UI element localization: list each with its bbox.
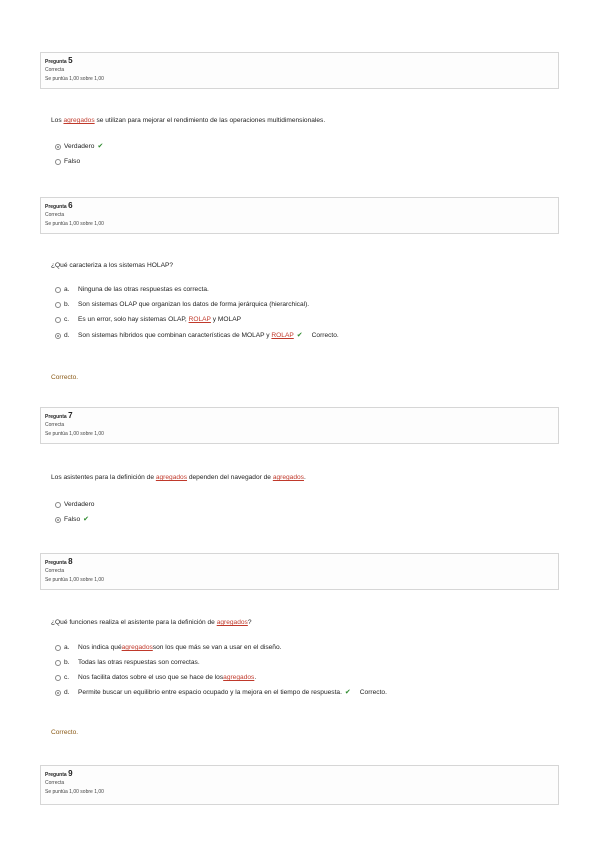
question-grade: Se puntúa 1,00 sobre 1,00 [45, 789, 104, 795]
question-state: Correcta [45, 67, 65, 73]
radio-unselected[interactable] [55, 660, 61, 666]
question-state: Correcta [45, 780, 65, 786]
radio-selected[interactable] [55, 690, 61, 696]
glossary-link[interactable]: agregados [155, 474, 188, 481]
glossary-link[interactable]: agregados [272, 474, 304, 481]
question-7-text: Los asistentes para la definición de agregados dependen del navegador de agregados. [51, 474, 306, 481]
question-state: Correcta [45, 422, 65, 428]
question-number: 7 [68, 411, 73, 420]
question-9-info [40, 765, 559, 805]
question-title: Pregunta 5 [45, 56, 73, 65]
check-icon: ✔ [83, 516, 89, 523]
question-grade: Se puntúa 1,00 sobre 1,00 [45, 577, 104, 583]
question-grade: Se puntúa 1,00 sobre 1,00 [45, 221, 104, 227]
question-6-info [40, 197, 559, 234]
radio-unselected[interactable] [55, 159, 61, 165]
radio-selected[interactable] [55, 333, 61, 339]
correct-label: Correcto. [359, 689, 387, 696]
radio-selected[interactable] [55, 144, 61, 150]
question-title: Pregunta 9 [45, 769, 73, 778]
question-8-feedback: Correcto. [51, 729, 79, 736]
q8-option-d[interactable]: d. Permite buscar un equilibrio entre espacio ocupado y la mejora en el tiempo de respuesta. ✔ Correcto. [55, 688, 387, 697]
question-8-info [40, 553, 559, 590]
question-grade: Se puntúa 1,00 sobre 1,00 [45, 431, 104, 437]
radio-unselected[interactable] [55, 287, 61, 293]
radio-unselected[interactable] [55, 675, 61, 681]
question-state: Correcta [45, 212, 65, 218]
q8-option-b[interactable]: b. Todas las otras respuestas son correctas. [55, 658, 200, 667]
radio-unselected[interactable] [55, 317, 61, 323]
question-number: 5 [68, 56, 73, 65]
q8-option-a[interactable]: a. Nos indica qué agregados son los que más se van a usar en el diseño. [55, 643, 281, 652]
question-8-text: ¿Qué funciones realiza el asistente para la definición de agregados? [51, 619, 252, 626]
q5-option-falso[interactable]: Falso [55, 157, 80, 166]
q8-option-c[interactable]: c. Nos facilita datos sobre el uso que se hace de los agregados . [55, 673, 256, 682]
question-5-text: Los agregados se utilizan para mejorar el rendimiento de las operaciones multidimensionales. [51, 117, 326, 124]
check-icon: ✔ [97, 143, 104, 150]
question-6-feedback: Correcto. [51, 374, 79, 381]
question-number: 6 [68, 201, 73, 210]
question-number: 9 [68, 769, 73, 778]
glossary-link[interactable]: agregados [216, 619, 248, 626]
glossary-link[interactable]: ROLAP [188, 316, 211, 323]
q7-option-falso[interactable]: Falso ✔ [55, 515, 89, 524]
glossary-link[interactable]: agregados [121, 644, 153, 651]
glossary-link[interactable]: agregados [223, 674, 255, 681]
glossary-link[interactable]: ROLAP [271, 332, 294, 339]
question-6-text: ¿Qué caracteriza a los sistemas HOLAP? [51, 262, 174, 269]
radio-unselected[interactable] [55, 502, 61, 508]
radio-unselected[interactable] [55, 302, 61, 308]
q6-option-d[interactable]: d. Son sistemas híbridos que combinan características de MOLAP y ROLAP ✔ Correcto. [55, 331, 339, 340]
correct-label: Correcto. [311, 332, 339, 339]
question-7-info [40, 407, 559, 444]
radio-unselected[interactable] [55, 645, 61, 651]
q6-option-b[interactable]: b. Son sistemas OLAP que organizan los datos de forma jerárquica (hierarchical). [55, 300, 309, 309]
check-icon: ✔ [296, 332, 303, 339]
glossary-link[interactable]: agregados [63, 117, 95, 124]
q6-option-a[interactable]: a. Ninguna de las otras respuestas es correcta. [55, 285, 209, 294]
q6-option-c[interactable]: c. Es un error, solo hay sistemas OLAP, ROLAP y MOLAP [55, 315, 241, 324]
question-title: Pregunta 8 [45, 557, 73, 566]
radio-selected[interactable] [55, 517, 61, 523]
question-5-info [40, 52, 559, 89]
question-title: Pregunta 7 [45, 411, 73, 420]
question-title: Pregunta 6 [45, 201, 73, 210]
q5-option-verdadero[interactable]: Verdadero ✔ [55, 142, 103, 151]
question-state: Correcta [45, 568, 65, 574]
check-icon: ✔ [344, 689, 351, 696]
q7-option-verdadero[interactable]: Verdadero [55, 500, 94, 509]
question-number: 8 [68, 557, 73, 566]
question-grade: Se puntúa 1,00 sobre 1,00 [45, 76, 104, 82]
